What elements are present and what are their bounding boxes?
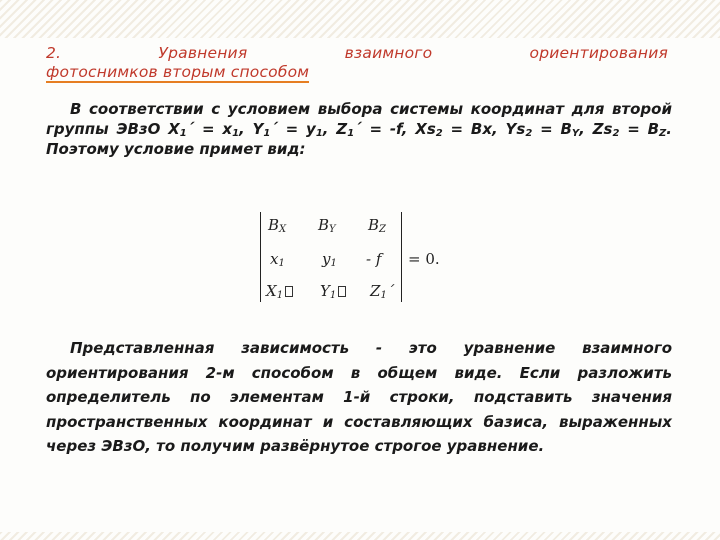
cell-bz: $B_Z$ — [368, 216, 386, 235]
placeholder-box — [285, 286, 293, 297]
cell-Z1: $Z_1´$ — [370, 282, 395, 301]
title-line-1: 2. Уравнения взаимного ориентирования — [46, 44, 668, 62]
cell-by: $B_Y$ — [318, 216, 336, 235]
cell-X1: $X_1$ — [266, 282, 293, 300]
cell-y1: $y_1$ — [322, 250, 337, 269]
cell-Y1: $Y_1$ — [320, 282, 346, 300]
equals-zero: = 0. — [408, 250, 440, 268]
cell-minus-f: - f — [366, 250, 382, 268]
determinant-right-bar — [401, 212, 402, 302]
determinant-formula — [258, 210, 458, 306]
placeholder-box — [338, 286, 346, 297]
determinant-left-bar — [260, 212, 261, 302]
slide-title — [46, 44, 668, 83]
title-line-2: фотоснимков вторым способом — [46, 63, 310, 81]
paragraph-explanation: Представленная зависимость - это уравнение взаимного ориентирования 2-м способом в общем виде. Если разложить определитель по элементам 1-й строки, подставить значения пространственных координат и составляющих базиса, выраженных через ЭВзО, то получим развёрнутое строгое уравнение. — [46, 339, 672, 455]
cell-x1: $x_1$ — [270, 250, 285, 269]
decorative-stripe-top — [0, 0, 720, 38]
decorative-stripe-bottom — [0, 532, 720, 540]
paragraph-conditions: В соответствии с условием выбора системы координат для второй группы ЭВзО $X_1´ = x_1$, $Y_1´ = y_1$, $Z_1´ = -f$, $Xs_2 = Bx$, $Ys_2 = B_Y$, $Zs_2 = B_Z$. Поэтому условие примет вид: — [46, 100, 672, 158]
cell-bx: $B_X$ — [268, 216, 287, 235]
